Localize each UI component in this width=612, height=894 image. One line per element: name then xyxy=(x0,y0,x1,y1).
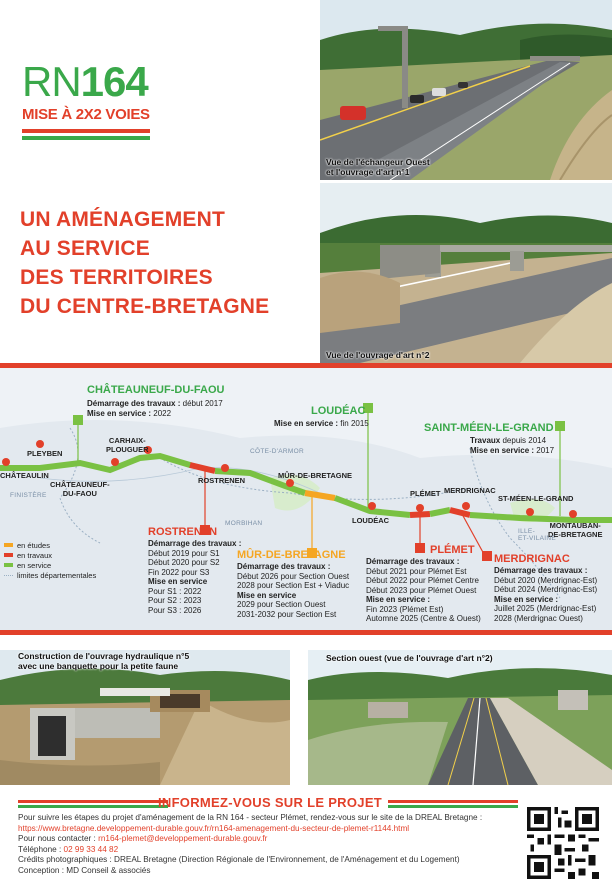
section-name-plemet: PLÉMET xyxy=(430,544,475,556)
caption-line: Construction de l'ouvrage hydraulique n°5 xyxy=(18,651,190,661)
section-info-plemet xyxy=(366,557,481,624)
info-label: Démarrage des travaux : xyxy=(237,562,331,571)
phone-label: Téléphone : xyxy=(18,844,64,854)
logo-title xyxy=(22,60,162,104)
info-value: Début 2024 (Merdrignac-Est) xyxy=(494,585,598,594)
legend-label: en service xyxy=(17,560,52,570)
town-chateaulin: CHÂTEAULIN xyxy=(0,471,49,480)
contact-email-link[interactable]: rn164-plemet@developpement-durable.gouv.fr xyxy=(98,834,268,843)
section-info-chateauneuf xyxy=(87,399,223,418)
footer-title: INFORMEZ-VOUS SUR LE PROJET xyxy=(157,795,383,810)
section-info-merdrignac xyxy=(494,566,597,623)
info-value: Fin 2022 pour S3 xyxy=(148,567,210,577)
info-value: Début 2021 pour Plémet Est xyxy=(366,566,467,576)
logo-rn: RN xyxy=(22,58,81,105)
info-label: Mise en service : xyxy=(494,594,559,604)
info-value: Début 2020 (Merdrignac-Est) xyxy=(494,575,598,585)
dept-cotes-darmor: CÔTE-D'ARMOR xyxy=(250,448,304,455)
rn164-logo xyxy=(22,60,162,140)
photo-caption: Vue de l'ouvrage d'art n°2 xyxy=(326,350,430,360)
info-label: Mise en service : xyxy=(470,445,535,455)
legend-swatch xyxy=(4,575,13,576)
caption-line: Vue de l'échangeur Ouest xyxy=(326,157,430,167)
info-label: Mise en service : xyxy=(274,419,339,428)
town-carhaix: CARHAIX- PLOUGUER xyxy=(106,436,149,454)
headline-line: DU CENTRE-BRETAGNE xyxy=(20,295,270,318)
info-label: Démarrage des travaux : xyxy=(148,539,242,548)
legend-label: limites départementales xyxy=(17,570,97,580)
info-label: Mise en service : xyxy=(366,595,431,604)
footer-url-link[interactable]: https://www.bretagne.developpement-durable.gouv.fr/rn164-amenagement-du-secteur-de-plemet-r1144.html xyxy=(18,823,410,833)
info-value: Pour S3 : 2026 xyxy=(148,605,202,615)
legend-item-etudes xyxy=(4,540,96,550)
legend-swatch xyxy=(4,553,13,557)
info-value: Début 2023 pour Plémet Ouest xyxy=(366,585,477,595)
section-info-saint-meen xyxy=(470,436,554,455)
contact-label: Pour nous contacter : xyxy=(18,834,99,843)
info-value: Automne 2025 (Centre & Ouest) xyxy=(366,614,481,623)
info-label: Démarrage des travaux : xyxy=(494,566,588,575)
town-plemet: PLÉMET xyxy=(410,489,441,498)
footer-line: Pour suivre les étapes du projet d'aménagement de la RN 164 - secteur Plémet, rendez-vous sur le site de la DREAL Bretagne : xyxy=(18,813,483,822)
town-loudeac: LOUDÉAC xyxy=(352,516,390,525)
info-value: depuis 2014 xyxy=(500,436,547,445)
footer-info xyxy=(18,813,528,876)
qr-code[interactable] xyxy=(527,807,599,879)
info-value: 2028 (Merdrignac Ouest) xyxy=(494,613,583,623)
section-name-mur: MÛR-DE-BRETAGNE xyxy=(237,549,346,561)
headline-line: UN AMÉNAGEMENT xyxy=(20,208,226,231)
legend-swatch xyxy=(4,563,13,567)
photo-caption xyxy=(18,651,189,671)
info-value: 2028 pour Section Est + Viaduc xyxy=(237,581,350,590)
section-name-chateauneuf: CHÂTEAUNEUF-DU-FAOU xyxy=(87,384,225,396)
legend-item-travaux xyxy=(4,550,96,560)
legend-item-limites xyxy=(4,570,96,580)
legend-swatch xyxy=(4,543,13,547)
logo-number: 164 xyxy=(80,58,148,105)
section-info-rostrenen xyxy=(148,539,241,615)
section-info-loudeac xyxy=(274,419,369,429)
section-name-merdrignac: MERDRIGNAC xyxy=(494,553,570,565)
logo-stripe-green xyxy=(22,136,150,140)
town-pleyben: PLEYBEN xyxy=(27,449,63,458)
photo-section-ouest xyxy=(308,650,612,785)
info-label: Mise en service xyxy=(148,577,208,586)
logo-subtitle: MISE À 2X2 VOIES xyxy=(22,106,150,123)
legend-label: en travaux xyxy=(17,550,53,560)
info-value: Juillet 2025 (Merdrignac-Est) xyxy=(494,604,597,613)
info-label: Démarrage des travaux : xyxy=(87,399,181,408)
info-value: Fin 2023 (Plémet Est) xyxy=(366,604,444,614)
info-value: 2029 pour Section Ouest xyxy=(237,600,326,609)
photo-echangeur-ouest xyxy=(320,0,612,180)
info-value: 2017 xyxy=(534,445,555,455)
info-label: Mise en service : xyxy=(87,408,152,418)
info-label: Travaux xyxy=(470,436,501,445)
phone-number[interactable]: 02 99 33 44 82 xyxy=(63,844,119,854)
photo-caption xyxy=(326,157,430,177)
info-value: Pour S2 : 2023 xyxy=(148,596,202,605)
footer-credits: Crédits photographiques : DREAL Bretagne (Direction Régionale de l'Environnement, de l'Aménagement et du Logement) xyxy=(18,855,460,864)
town-montauban: MONTAUBAN- DE-BRETAGNE xyxy=(548,521,603,539)
dept-morbihan: MORBIHAN xyxy=(225,520,263,527)
section-name-saint-meen: SAINT-MÉEN-LE-GRAND xyxy=(424,422,554,434)
info-value: 2031-2032 pour Section Est xyxy=(237,609,337,619)
town-rostrenen: ROSTRENEN xyxy=(198,476,246,485)
info-label: Démarrage des travaux : xyxy=(366,557,460,566)
info-value: fin 2015 xyxy=(338,419,369,428)
logo-stripe-red xyxy=(22,129,150,133)
caption-line: avec une banquette pour la petite faune xyxy=(18,661,179,671)
info-value: Début 2019 pour S1 xyxy=(148,548,220,558)
section-name-loudeac: LOUDÉAC xyxy=(311,405,366,417)
town-merdrignac: MERDRIGNAC xyxy=(444,486,496,495)
map-legend xyxy=(4,540,96,580)
info-value: Début 2026 pour Section Ouest xyxy=(237,571,350,581)
headline-line: AU SERVICE xyxy=(20,237,150,260)
headline-line: DES TERRITOIRES xyxy=(20,266,213,289)
photo-caption: Section ouest (vue de l'ouvrage d'art n°2) xyxy=(326,653,493,663)
info-value: Début 2020 pour S2 xyxy=(148,558,220,567)
section-name-rostrenen: ROSTRENEN xyxy=(148,526,218,538)
photo-ouvrage-art-2 xyxy=(320,183,612,363)
rn164-map xyxy=(0,363,612,635)
info-value: 2022 xyxy=(151,408,172,418)
dept-ille-et-vilaine: ILLE- ET-VILAINE xyxy=(518,528,557,542)
info-value: début 2017 xyxy=(180,399,223,408)
legend-label: en études xyxy=(17,540,50,550)
info-value: Pour S1 : 2022 xyxy=(148,586,202,596)
section-info-mur xyxy=(237,562,349,619)
town-chateauneuf: CHÂTEAUNEUF- DU-FAOU xyxy=(50,480,110,498)
town-st-meen: ST-MÉEN-LE-GRAND xyxy=(498,494,574,503)
caption-line: et l'ouvrage d'art n°1 xyxy=(326,167,410,177)
dept-finistere: FINISTÈRE xyxy=(10,492,47,499)
footer-design: Conception : MD Conseil & associés xyxy=(18,865,151,875)
info-label: Mise en service xyxy=(237,590,297,600)
info-value: Début 2022 pour Plémet Centre xyxy=(366,576,479,585)
legend-item-service xyxy=(4,560,96,570)
town-mur: MÛR-DE-BRETAGNE xyxy=(278,471,353,480)
page-headline xyxy=(20,205,320,321)
